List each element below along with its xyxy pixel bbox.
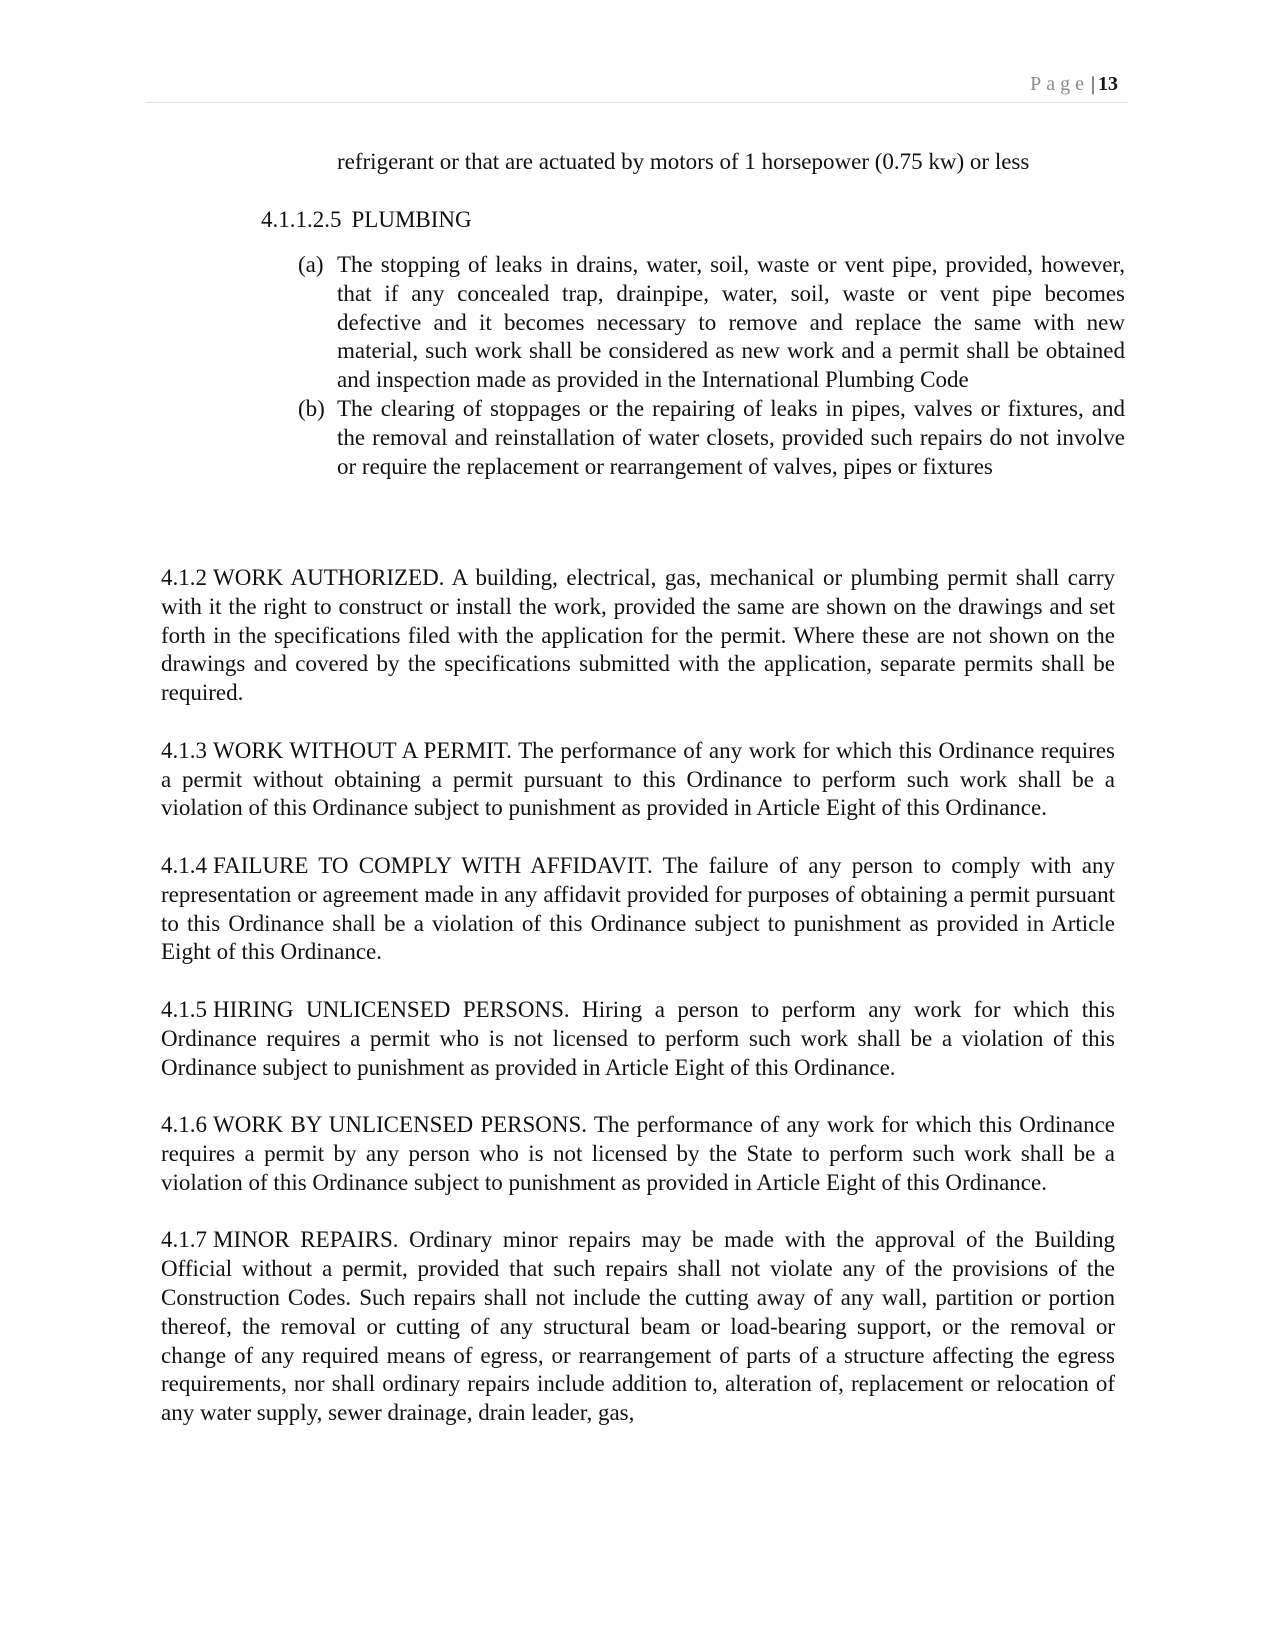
- list-item: [298, 251, 1125, 395]
- section-number: 4.1.2: [161, 565, 207, 590]
- list-marker: (a): [298, 252, 324, 277]
- page-number-label: [1030, 73, 1118, 96]
- section-text: WORK WITHOUT A PERMIT. The performance of any work for which this Ordinance requires a permit without obtaining a permit pursuant to this Ordinance to perform such work shall be a violation of this Ordinance subject to punishment as provided in Article Eight of this Ordinance.: [161, 737, 1115, 821]
- list-item-text: The stopping of leaks in drains, water, soil, waste or vent pipe, provided, however, that if any concealed trap, drainpipe, water, soil, waste or vent pipe becomes defective and it becomes necessary to remove and replace the same with new material, such work shall be considered as new work and a permit shall be obtained and inspection made as provided in the International Plumbing Code: [337, 252, 1125, 393]
- page-number: 13: [1098, 73, 1118, 95]
- section-text: MINOR REPAIRS. Ordinary minor repairs may be made with the approval of the Building Official without a permit, provided that such repairs shall not violate any of the provisions of the Construction Codes. Such repairs shall not include the cutting away of any wall, partition or portion thereof, the removal or cutting of any structural beam or load-bearing support, or the removal or change of any required means of egress, or rearrangement of parts of a structure affecting the egress requirements, nor shall ordinary repairs include addition to, alteration of, replacement or relocation of any water supply, sewer drainage, drain leader, gas,: [161, 1227, 1115, 1426]
- list-item: [298, 395, 1125, 481]
- subsection-heading: [261, 206, 472, 234]
- subsection-title: PLUMBING: [351, 207, 472, 232]
- section-number: 4.1.3: [161, 737, 207, 763]
- page-separator: |: [1090, 73, 1095, 95]
- section-4-1-5: [161, 996, 1115, 1082]
- plumbing-list: [298, 251, 1125, 481]
- section-text: WORK AUTHORIZED. A building, electrical, gas, mechanical or plumbing permit shall carry with it the right to construct or install the work, provided the same are shown on the drawings and set forth in the specifications filed with the application for the permit. Where these are not shown on the drawings and covered by the specifications submitted with the application, separate permits shall be required.: [161, 565, 1115, 706]
- page-header: [146, 70, 1128, 103]
- section-text: FAILURE TO COMPLY WITH AFFIDAVIT. The failure of any person to comply with any representation or agreement made in any affidavit provided for purposes of obtaining a permit pursuant to this Ordinance shall be a violation of this Ordinance subject to punishment as provided in Article Eight of this Ordinance.: [161, 852, 1115, 965]
- section-number: 4.1.7: [161, 1227, 207, 1253]
- section-number: 4.1.4: [161, 852, 207, 878]
- section-text: WORK BY UNLICENSED PERSONS. The performance of any work for which this Ordinance requires a permit by any person who is not licensed by the State to perform such work shall be a violation of this Ordinance subject to punishment as provided in Article Eight of this Ordinance.: [161, 1112, 1115, 1195]
- list-marker: (b): [298, 395, 325, 421]
- section-4-1-3: [161, 737, 1115, 823]
- intro-line: refrigerant or that are actuated by motors of 1 horsepower (0.75 kw) or less: [337, 149, 1030, 174]
- page-word: Page: [1030, 73, 1089, 95]
- list-item-text: The clearing of stoppages or the repairing of leaks in pipes, valves or fixtures, and the removal and reinstallation of water closets, provided such repairs do not involve or require the replacement or rearrangement of valves, pipes or fixtures: [337, 395, 1125, 479]
- section-number: 4.1.6: [161, 1112, 207, 1138]
- subsection-number: 4.1.1.2.5: [261, 207, 342, 232]
- section-4-1-7: [161, 1226, 1115, 1428]
- section-4-1-2: [161, 564, 1115, 708]
- section-4-1-6: [161, 1111, 1115, 1197]
- sections-body: [161, 564, 1115, 1428]
- section-number: 4.1.5: [161, 996, 207, 1022]
- section-4-1-4: [161, 852, 1115, 967]
- section-text: HIRING UNLICENSED PERSONS. Hiring a person to perform any work for which this Ordinance requires a permit who is not licensed to perform such work shall be a violation of this Ordinance subject to punishment as provided in Article Eight of this Ordinance.: [161, 996, 1115, 1080]
